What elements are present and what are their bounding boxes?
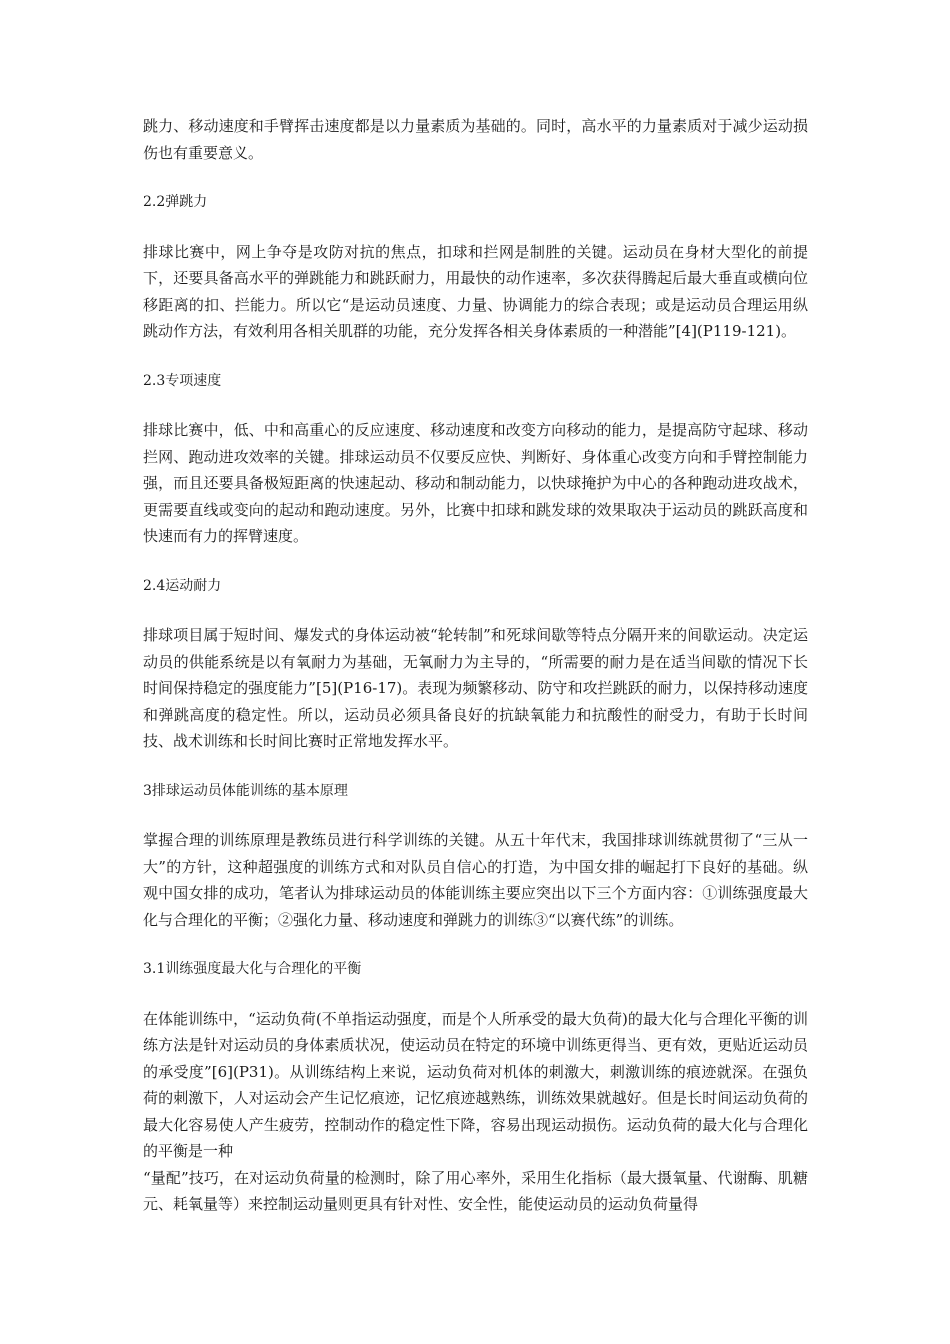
- paragraph-3-1-continued: “量配”技巧，在对运动负荷量的检测时，除了用心率外，采用生化指标（最大摄氧量、代谢酶、肌糖元、耗氧量等）来控制运动量则更具有针对性、安全性，能使运动员的运动负荷量得: [143, 1168, 808, 1213]
- section-heading-2-4: 2.4运动耐力: [143, 577, 222, 594]
- paragraph-3: 掌握合理的训练原理是教练员进行科学训练的关键。从五十年代末，我国排球训练就贯彻了“三从一大”的方针，这种超强度的训练方式和对队员自信心的打造，为中国女排的崛起打下良好的基础。纵观中国女排的成功，笔者认为排球运动员的体能训练主要应突出以下三个方面内容：①训练强度最大化与合理化的平衡；②强化力量、移动速度和弹跳力的训练③“以赛代练”的训练。: [143, 831, 808, 929]
- section-heading-2-3: 2.3专项速度: [143, 372, 222, 389]
- section-heading-3-1: 3.1训练强度最大化与合理化的平衡: [143, 961, 362, 977]
- paragraph-2-4: 排球项目属于短时间、爆发式的身体运动被“轮转制”和死球间歇等特点分隔开来的间歇运动。决定运动员的供能系统是以有氧耐力为基础，无氧耐力为主导的，“所需要的耐力是在适当间歇的情况下长时间保持稳定的强度能力”[5](P16-17)。表现为频繁移动、防守和攻拦跳跃的耐力，以保持移动速度和弹跳高度的稳定性。所以，运动员必须具备良好的抗缺氧能力和抗酸性的耐受力，有助于长时间技、战术训练和长时间比赛时正常地发挥水平。: [143, 626, 808, 750]
- paragraph-3-1: 在体能训练中，“运动负荷(不单指运动强度，而是个人所承受的最大负荷)的最大化与合理化平衡的训练方法是针对运动员的身体素质状况，使运动员在特定的环境中训练更得当、更有效，更贴近运动员的承受度”[6](P31)。从训练结构上来说，运动负荷对机体的刺激大，刺激训练的痕迹就深。在强负荷的刺激下，人对运动会产生记忆痕迹，记忆痕迹越熟练，训练效果就越好。但是长时间运动负荷的最大化容易使人产生疲劳，控制动作的稳定性下降，容易出现运动损伤。运动负荷的最大化与合理化的平衡是一种: [143, 1009, 808, 1160]
- paragraph-intro: 跳力、移动速度和手臂挥击速度都是以力量素质为基础的。同时，高水平的力量素质对于减少运动损伤也有重要意义。: [143, 117, 808, 162]
- paragraph-2-3: 排球比赛中，低、中和高重心的反应速度、移动速度和改变方向移动的能力，是提高防守起球、移动拦网、跑动进攻效率的关键。排球运动员不仅要反应快、判断好、身体重心改变方向和手臂控制能力强，而且还要具备极短距离的快速起动、移动和制动能力，以快球掩护为中心的各种跑动进攻战术，更需要直线或变向的起动和跑动速度。另外，比赛中扣球和跳发球的效果取决于运动员的跳跃高度和快速而有力的挥臂速度。: [143, 421, 808, 545]
- paragraph-2-2: 排球比赛中，网上争夺是攻防对抗的焦点，扣球和拦网是制胜的关键。运动员在身材大型化的前提下，还要具备高水平的弹跳能力和跳跃耐力，用最快的动作速率，多次获得腾起后最大垂直或横向位移距离的扣、拦能力。所以它“是运动员速度、力量、协调能力的综合表现；或是运动员合理运用纵跳动作方法，有效利用各相关肌群的功能，充分发挥各相关身体素质的一种潜能”[4](P119-121)。: [143, 242, 808, 340]
- section-heading-2-2: 2.2弹跳力: [143, 194, 208, 210]
- section-heading-3: 3排球运动员体能训练的基本原理: [143, 782, 348, 799]
- document-body: [143, 113, 808, 1218]
